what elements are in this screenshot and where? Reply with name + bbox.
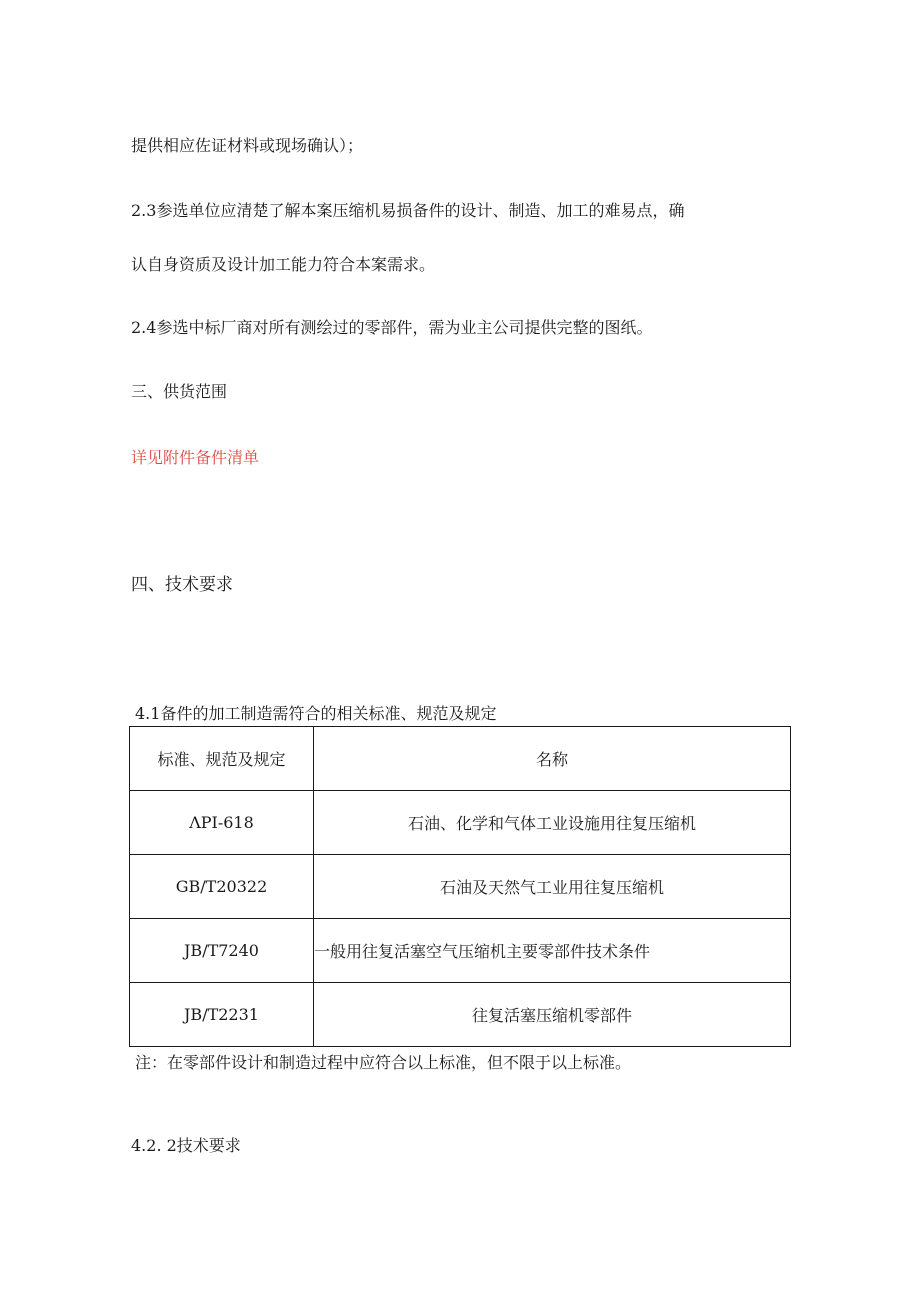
section-4-heading: 四、技术要求 [131, 575, 233, 595]
table-caption: 4.1备件的加工制造需符合的相关标准、规范及规定 [135, 704, 497, 723]
section-3-heading: 三、供货范围 [131, 382, 228, 401]
table-header-row [130, 727, 791, 791]
standards-table [129, 726, 791, 1047]
standard-code: GB/T20322 [130, 855, 314, 919]
table-row [130, 983, 791, 1047]
subsection-4-2-2-heading: 4.2. 2技术要求 [131, 1136, 241, 1155]
standard-title: 石油及天然气工业用往复压缩机 [314, 855, 791, 919]
header-name: 名称 [314, 727, 791, 791]
table-note: 注：在零部件设计和制造过程中应符合以上标准，但不限于以上标准。 [135, 1053, 632, 1072]
standard-title: 往复活塞压缩机零部件 [314, 983, 791, 1047]
clause-2-3-line-1: 2.3参选单位应清楚了解本案压缩机易损备件的设计、制造、加工的难易点，确 [131, 201, 685, 220]
attachment-reference: 详见附件备件清单 [131, 448, 260, 467]
standard-code: JB/T7240 [130, 919, 314, 983]
clause-2-3-line-2: 认自身资质及设计加工能力符合本案需求。 [131, 255, 436, 274]
standard-code: ΛPI-618 [130, 791, 314, 855]
header-standard: 标准、规范及规定 [130, 727, 314, 791]
clause-2-4: 2.4参选中标厂商对所有测绘过的零部件，需为业主公司提供完整的图纸。 [131, 318, 653, 337]
table-row [130, 855, 791, 919]
continuation-paragraph: 提供相应佐证材料或现场确认）； [131, 136, 364, 155]
standard-code: JB/T2231 [130, 983, 314, 1047]
table-row [130, 791, 791, 855]
standard-title: 一般用往复活塞空气压缩机主要零部件技术条件 [314, 919, 791, 983]
standard-title: 石油、化学和气体工业设施用往复压缩机 [314, 791, 791, 855]
table-row [130, 919, 791, 983]
